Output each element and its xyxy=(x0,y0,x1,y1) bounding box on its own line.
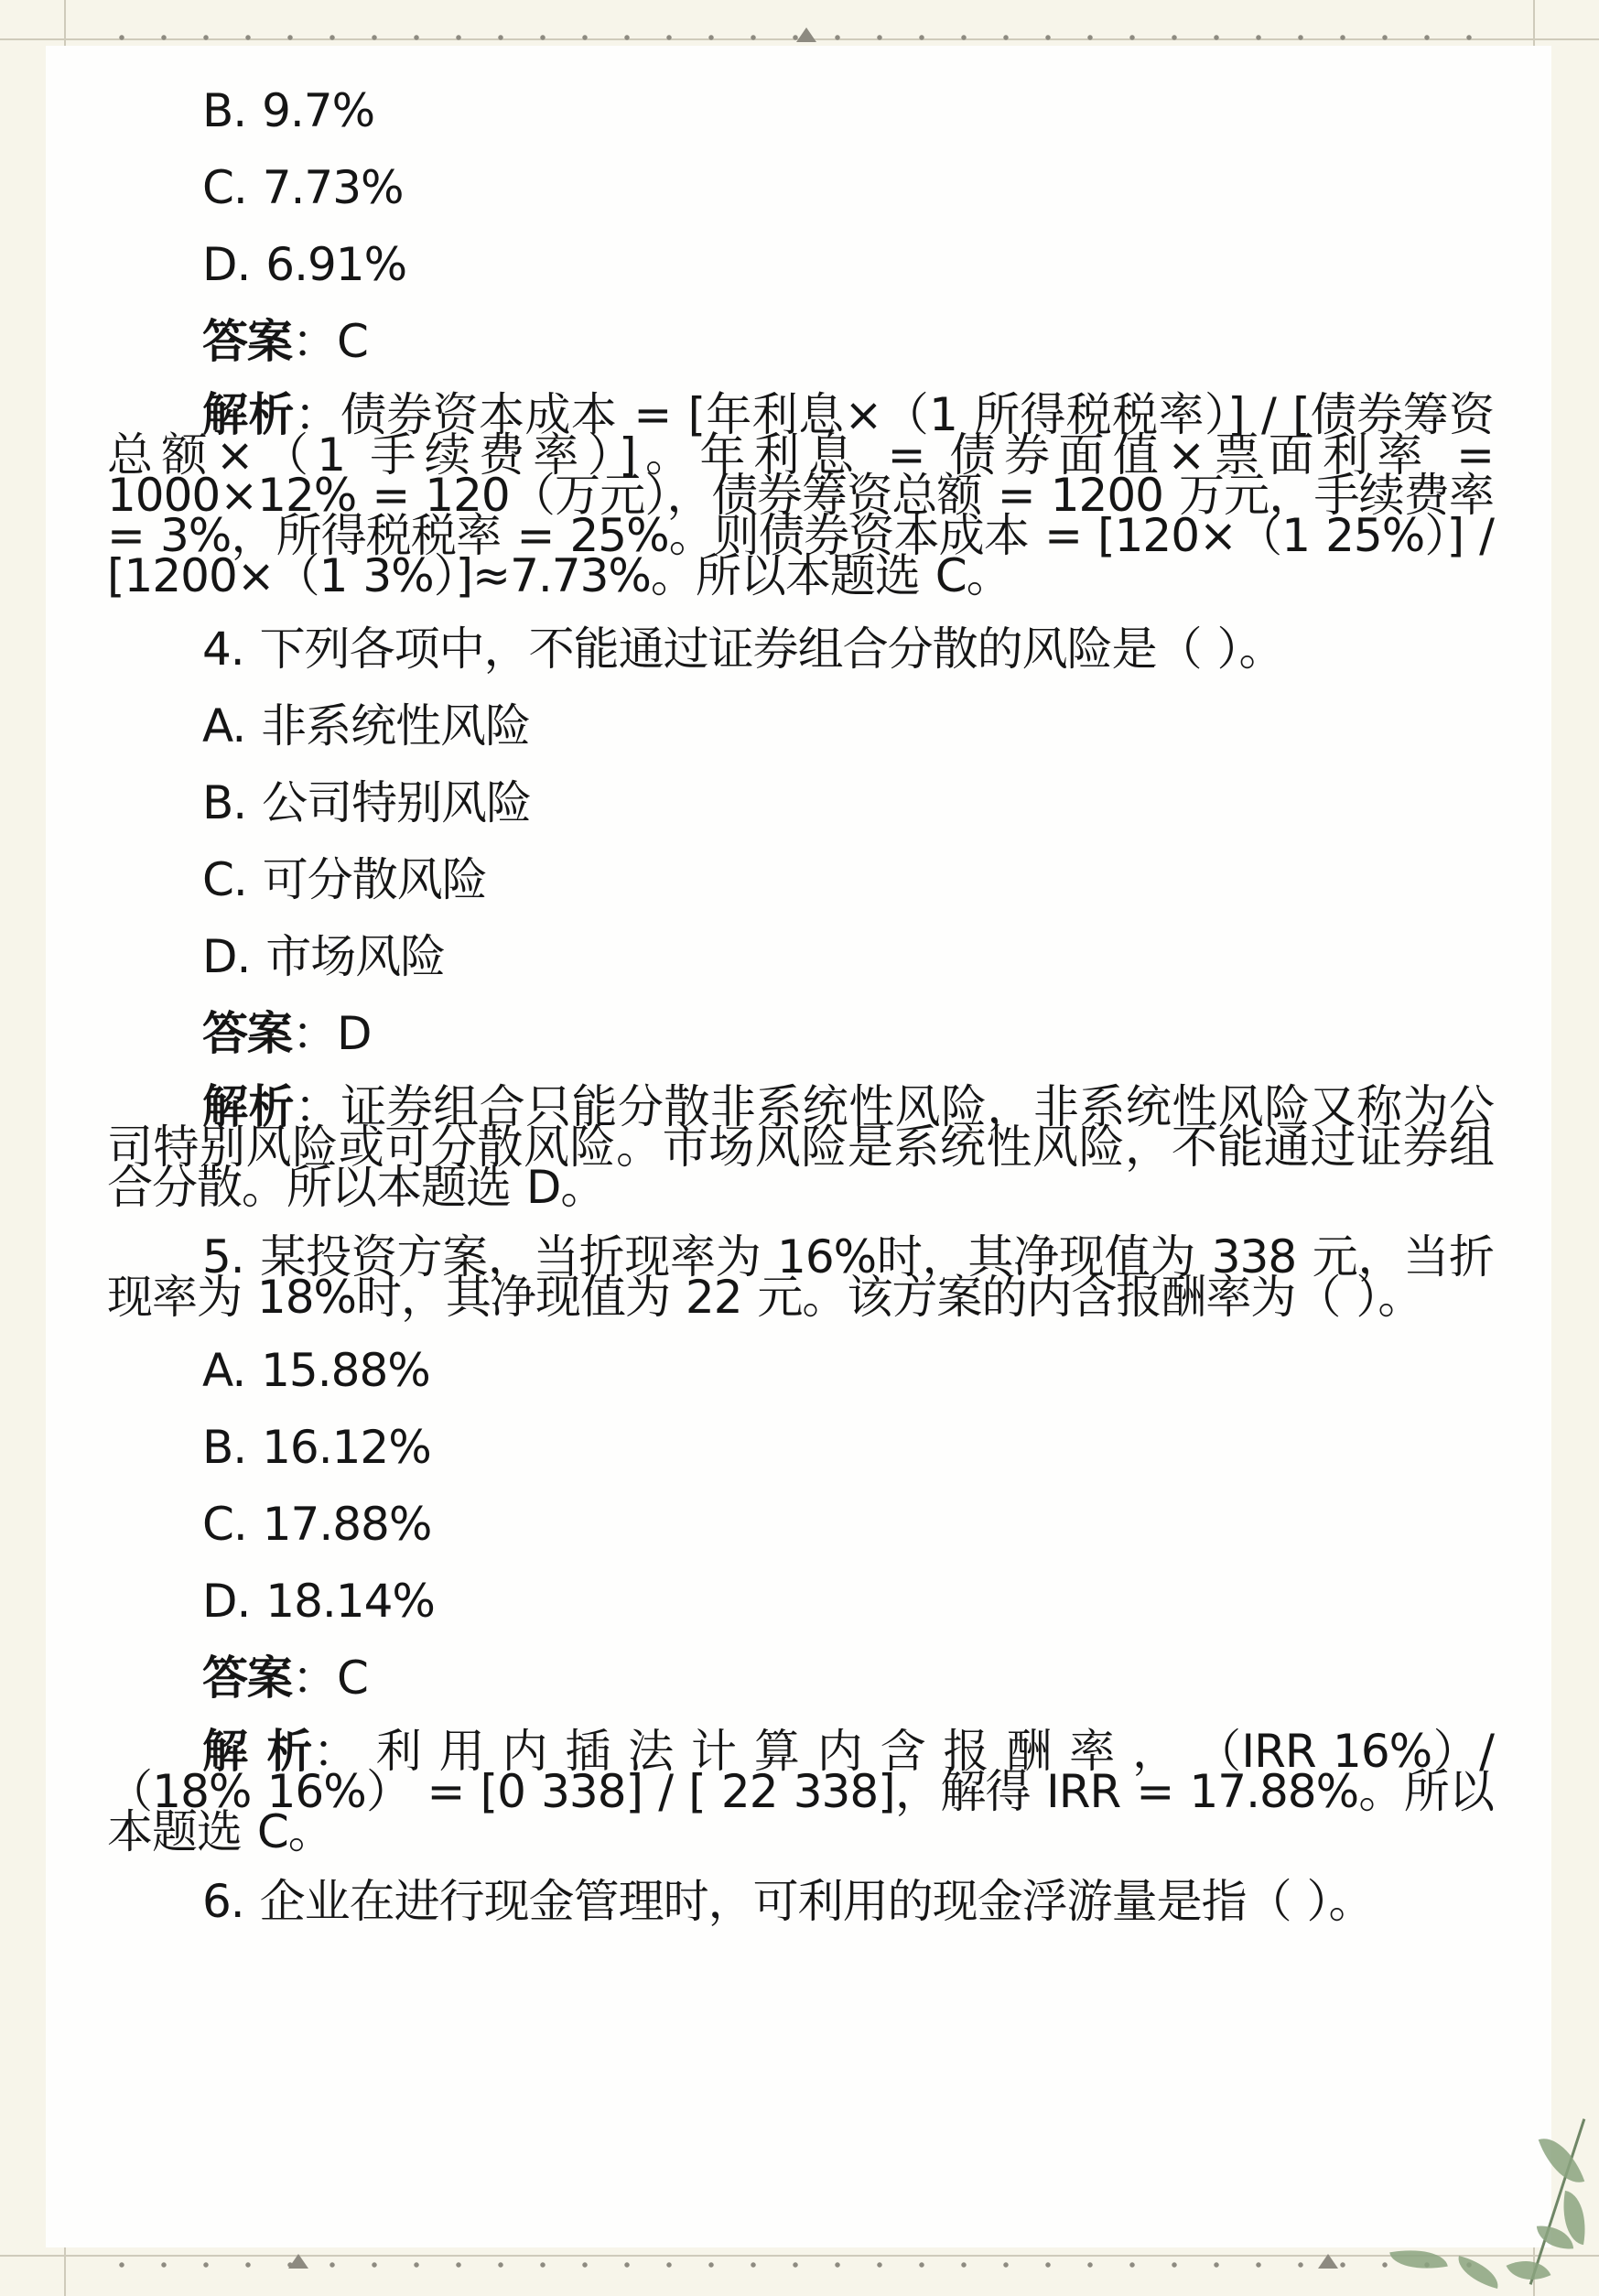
analysis-label: 解 析 xyxy=(202,1725,313,1778)
analysis-text: ：证券组合只能分散非系统性风险，非系统性风险又称为公司特别风险或可分散风险。市场风险是系统性风险，不能通过证券组合分散。所以本题选 D。 xyxy=(107,1080,1495,1214)
frame-top-triangle-icon xyxy=(796,27,816,42)
answer-label: 答案 xyxy=(202,315,292,368)
q4-question: 4. 下列各项中，不能通过证券组合分散的风险是（ ）。 xyxy=(202,623,1284,676)
answer-value: ：D xyxy=(292,1007,372,1060)
analysis-label: 解析 xyxy=(202,1080,295,1133)
q5-option-a: A. 15.88% xyxy=(202,1344,430,1397)
answer-label: 答案 xyxy=(202,1652,292,1705)
document-body xyxy=(107,84,1495,1951)
frame-bottom-dots xyxy=(101,2258,1498,2271)
analysis-text: ：债券资本成本 = [年利息×（1 所得税税率）] / [债券筹资总额×（1 手续费率）]。年利息 = 债券面值×票面利率 = 1000×12% = 120（万元），债券筹资总额 = 1200 万元，手续费率 = 3%，所得税税率 = 25%。则债券资本成本 = [120×（1 25%）] / [1200×（1 3%）]≈7.73%。所以本题选 C。 xyxy=(107,388,1495,602)
q3-option-b: B. 9.7% xyxy=(202,84,375,137)
frame-bottom-triangle-icon xyxy=(288,2254,308,2269)
q5-option-b: B. 16.12% xyxy=(202,1421,431,1474)
analysis-text: ： 利 用 内 插 法 计 算 内 含 报 酬 率 ， （IRR 16%）/（18% 16%） = [0 338] / [ 22 338]，解得 IRR = 17.88%。所以本题选 C。 xyxy=(107,1725,1494,1858)
q3-option-d: D. 6.91% xyxy=(202,238,407,291)
q5-analysis xyxy=(107,1725,1494,1858)
q4-option-a: A. 非系统性风险 xyxy=(202,699,531,753)
q5-option-d: D. 18.14% xyxy=(202,1575,435,1628)
answer-value: ：C xyxy=(292,1652,368,1705)
frame-bottom-triangle-icon xyxy=(1318,2254,1338,2269)
q4-answer xyxy=(107,1007,1494,1060)
q5-option-c: C. 17.88% xyxy=(202,1498,432,1551)
q4-option-c: C. 可分散风险 xyxy=(202,853,487,906)
frame-bottom-line xyxy=(0,2255,1599,2257)
q3-option-c: C. 7.73% xyxy=(202,161,404,214)
q3-analysis xyxy=(107,388,1495,602)
q3-answer xyxy=(107,315,1494,368)
analysis-label: 解析 xyxy=(202,388,295,441)
q4-option-b: B. 公司特别风险 xyxy=(202,776,532,829)
answer-value: ：C xyxy=(292,315,368,368)
answer-label: 答案 xyxy=(202,1007,292,1060)
q6-question: 6. 企业在进行现金管理时，可利用的现金浮游量是指（ ）。 xyxy=(202,1875,1374,1928)
q5-question: 5. 某投资方案，当折现率为 16%时，其净现值为 338 元，当折现率为 18%时，其净现值为 22 元。该方案的内含报酬率为（ ）。 xyxy=(107,1230,1494,1324)
q4-option-d: D. 市场风险 xyxy=(202,930,446,983)
q5-answer xyxy=(107,1652,1494,1705)
q4-analysis xyxy=(107,1080,1495,1214)
